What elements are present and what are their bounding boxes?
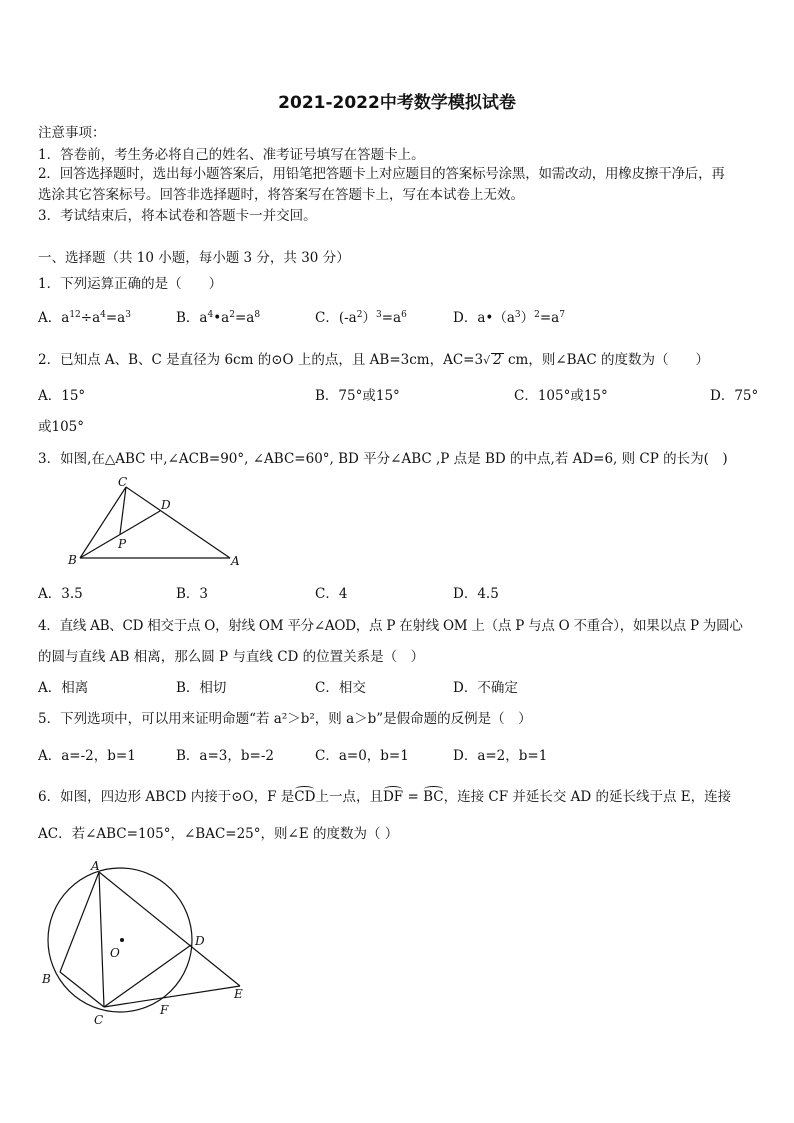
q4-option-d: D．不确定 [453, 680, 518, 696]
q6-label-b: B [42, 972, 51, 986]
q6-center-point [120, 938, 124, 942]
q3-stem: 3．如图,在△ABC 中,∠ACB=90°, ∠ABC=60°, BD 平分∠ABC ,P 点是 BD 的中点,若 AD=6, 则 CP 的长为( ) [38, 451, 728, 467]
q2-option-d: D．75° [710, 388, 759, 404]
q1-option-b: B．$a^4•a^2=a^8$ [176, 310, 261, 326]
q3-triangle-figure [60, 472, 250, 572]
q2-option-c: C．105°或15° [514, 388, 608, 404]
q1-option-d: D．$a•(a^3)^2=a^7$ [453, 310, 565, 326]
q4-option-c: C．相交 [315, 680, 366, 696]
q5-option-b: B．a=3，b=-2 [176, 748, 274, 764]
q4-option-b: B．相切 [176, 680, 227, 696]
q6-label-a: A [91, 859, 100, 873]
q3-label-a: A [231, 554, 240, 568]
q3-option-c: C．4 [315, 586, 348, 602]
q5-option-a: A．a=-2，b=1 [38, 748, 136, 764]
notice-item-2-line-1: 2．回答选择题时，选出每小题答案后，用铅笔把答题卡上对应题目的答案标号涂黑，如需改动，用橡皮擦干净后，再 [38, 166, 725, 182]
q6-segment-ac [99, 872, 104, 1007]
q2-option-a: A．15° [38, 388, 86, 404]
q4-stem-line-1: 4．直线 AB、CD 相交于点 O，射线 OM 平分∠AOD，点 P 在射线 OM 上（点 P 与点 O 不重合），如果以点 P 为圆心 [38, 618, 743, 634]
q6-label-c: C [94, 1013, 104, 1027]
q2-stem: 2．已知点 A、B、C 是直径为 6cm 的⊙O 上的点，且 AB=3cm，AC=3√ 2 cm，则∠BAC 的度数为（ ） [38, 352, 709, 368]
q2-option-d-continued: 或105° [38, 419, 85, 435]
q2-option-b: B．75°或15° [315, 388, 400, 404]
q3-label-b: B [68, 553, 77, 567]
q6-circle-figure [36, 852, 256, 1032]
q3-label-c: C [118, 475, 128, 489]
q3-option-b: B．3 [176, 586, 209, 602]
q5-option-c: C．a=0，b=1 [315, 748, 409, 764]
q3-option-a: A．3.5 [38, 586, 83, 602]
q1-option-c: C．$(-a^2)^3=a^6$ [315, 310, 407, 326]
notice-item-3: 3．考试结束后，将本试卷和答题卡一并交回。 [38, 208, 317, 224]
q6-label-f: F [160, 1003, 169, 1017]
page-title: 2021-2022中考数学模拟试卷 [278, 93, 516, 113]
q6-label-e: E [234, 987, 243, 1001]
q2-sqrt: 2 [493, 352, 502, 368]
q6-stem-line-2: AC．若∠ABC=105°，∠BAC=25°，则∠E 的度数为（ ） [38, 826, 399, 842]
q6-label-d: D [195, 934, 205, 948]
notice-heading: 注意事项： [38, 125, 106, 141]
q4-stem-line-2: 的圆与直线 AB 相离，那么圆 P 与直线 CD 的位置关系是（ ） [38, 649, 425, 665]
q6-arc-cd: CD [294, 789, 316, 805]
section-heading: 一、选择题（共 10 小题，每小题 3 分，共 30 分） [38, 250, 350, 266]
q6-arc-bc: BC [423, 789, 444, 805]
q1-stem: 1．下列运算正确的是（ ） [38, 276, 223, 292]
q6-label-o: O [110, 946, 120, 960]
notice-item-2-line-2: 选涂其它答案标号。回答非选择题时，将答案写在答题卡上，写在本试卷上无效。 [38, 187, 524, 203]
q6-segment-ab [60, 872, 99, 972]
notice-item-1: 1．答卷前，考生务必将自己的姓名、准考证号填写在答题卡上。 [38, 147, 425, 163]
q4-option-a: A．相离 [38, 680, 89, 696]
q6-arc-df: DF [382, 789, 404, 805]
q6-segment-ae [99, 872, 240, 986]
q5-option-d: D．a=2，b=1 [453, 748, 548, 764]
q1-option-a: A．$a^{12}\div a^4=a^3$ [38, 310, 131, 326]
q3-label-d: D [161, 498, 171, 512]
q3-label-p: P [118, 537, 127, 551]
q5-stem: 5．下列选项中，可以用来证明命题“若 a²＞b²，则 a＞b”是假命题的反例是（ ） [38, 711, 532, 727]
q6-stem-line-1: 6．如图，四边形 ABCD 内接于⊙O，F 是CD上一点，且DF = BC，连接 CF 并延长交 AD 的延长线于点 E，连接 [38, 789, 732, 805]
q3-option-d: D．4.5 [453, 586, 499, 602]
